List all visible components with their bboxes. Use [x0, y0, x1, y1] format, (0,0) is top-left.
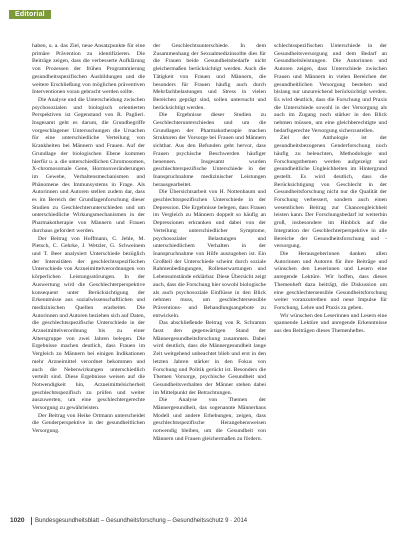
- paragraph: Die Analyse und die Unterscheidung zwischen psychosozialen und biologisch orientierten Perspektiven ist Gegenstand von R. Paglieri. Insgesamt geht es darum, die Grundbegriffe vorgeschlagener Untersuchungen die Ursachen für eine unterschiedliche Verteilung von Krankheiten bei Männern und Frauen. Auf der Grundlage der biologischen Ebene kommen hierfür u. a. die unterschiedlichen Chromosomen, X-chromosomale Gene, Hormonveränderungen im Gewebe, Verhaltensmechanismen und Phänomene des Immunsystems in Frage. Als Autorinnen und Autoren stellen zudem dar, dass es im Bereich der Grundlagenforschung dieser Studien zu Geschlechterunterschieden und um unterschiedliche Wirkungsmechanismen in der Pharmakotherapie von Männern und Frauen durchaus gefordert werden.: [32, 96, 145, 234]
- paragraph: haben, u. a. das Ziel, neue Ansatzpunkte für eine primäre Prävention zu identifizieren. Die Beiträge zeigen, dass die verbesserte Aufklärung von Prozessen der frühen Programmierung gesundheitsspezifischen Ausbildungen und die weitere Erschließung von möglichen präventiven Interventionen voran gebracht werden sollte.: [32, 43, 145, 96]
- column-2: [153, 43, 266, 505]
- paragraph: schlechtsspezifischen Unterschiede in der Gesundheitsversorgung und dem Bedarf an Gesundheitsleistungen. Die Autorinnen und Autoren zeigen, dass Unterschiede zwischen Frauen und Männern in vielen Bereichen der gesundheitlichen Versorgung bestehen und bislang nur unzureichend berücksichtigt werden. Es wird deutlich, dass die Forschung und Praxis die Unterschiede sowohl in der Versorgung als auch im Zugang noch stärker in den Blick nehmen müssen, um eine gleichberechtigte und bedarfsgerechte Versorgung sicherzustellen.: [274, 43, 387, 134]
- column-3: [274, 43, 387, 505]
- paragraph: der Geschlechtsunterschiede. In dem Zusammenhang der Sexualmedizinsollte dies für die Frauen beide Gesundheitsbedarfe nicht gleichermaßen berücksichtigt werden. Auch die Tätigkeit von Frauen und Männern, die besonders für Frauen häufig auch durch Mehrfachbelastungen und Stress in vielen Bereichen geprägt sind, sollen untersucht und berücksichtigt werden.: [153, 43, 266, 111]
- paragraph: Die Analyse von Themen der Männergesundheit, das sogenannte Männerhaus Modell und andere Erhebungen, zeigen, dass geschlechtsspezifische Herangehensweisen notwendig bleiben, um die Gesundheit von Männern und Frauen gleichermaßen zu fördern.: [153, 397, 266, 442]
- paragraph: Die Übersichtsarbeit von H. Nottenbaum und geschlechtsspezifischen Unterschiede in der Depression. Die Ergebnisse belegen, dass Frauen im Vergleich zu Männern doppelt so häufig an Depressionen erkranken und dabei von der Verteilung unterschiedlicher Symptome, psychosozialer Belastungen und unterschiedlichem Verhalten in der Inanspruchnahme von Hilfe auszugehen ist. Ein Großteil der Unterschiede scheint durch soziale Rahmenbedingungen, Rollenerwartungen und Lebensumstände erklärbar. Diese Übersicht zeigt auch, dass die Forschung hier sowohl biologische als auch psychosoziale Einflüsse in den Blick nehmen muss, um geschlechtersensible Präventions- und Behandlungsangebote zu entwickeln.: [153, 189, 266, 319]
- footer-divider: [31, 517, 32, 525]
- paragraph: Das abschließende Beitrag von R. Schramm fasst den gegenwärtigen Stand der Männergesundheitsforschung zusammen. Dabei wird deutlich, dass die Männergesundheit lange Zeit weitgehend unbeachtet blieb und erst in den letzten Jahren stärker in den Fokus von Forschung und Politik gerückt ist. Besonders die Themen Vorsorge, psychische Gesundheit und Gesundheitsverhalten der Männer stehen dabei im Mittelpunkt der Betrachtungen.: [153, 320, 266, 396]
- paragraph: Die Herausgeberinnen danken allen Autorinnen und Autoren für ihre Beiträge und wünschen den Leserinnen und Lesern eine anregende Lektüre. Wir hoffen, dass dieses Themenheft dazu beiträgt, die Diskussion um eine geschlechtersensible Gesundheitsforschung weiter voranzutreiben und neue Impulse für Forschung, Lehre und Praxis zu geben.: [274, 250, 387, 311]
- paragraph: Ziel der Anthologie ist der gesundheitsbezogenen Genderforschung noch häufig zu beleuchten, Methodologie und Forschungsthemen werden aufgezeigt und gesundheitliche Ungleichheiten im Hintergrund gestellt. Es wird deutlich, dass die Berücksichtigung von Geschlecht in der Gesundheitsforschung nicht nur die Qualität der Forschung verbessert, sondern auch einen wesentlichen Beitrag zur Chancengleichheit leisten kann. Der Forschungsbedarf ist weiterhin groß, insbesondere im Hinblick auf die Integration der Geschlechterperspektive in alle Bereiche der Gesundheitsforschung und -versorgung.: [274, 135, 387, 250]
- page-number: 1020: [10, 517, 25, 524]
- running-title: Bundesgesundheitsblatt – Gesundheitsforschung – Gesundheitsschutz 9 · 2014: [35, 517, 248, 524]
- page-footer: [0, 517, 413, 529]
- paragraph: Der Beitrag von Heike Ortmann unterscheidet die Genderperspektive in der gesundheitlichen Versorgung.: [32, 412, 145, 435]
- paragraph: Der Beitrag von Hoffmann, C. Jehle, M. Pietsch, C. Gehrke, J. Wetzler, G. Schweinem und T. Beer analysiert Unterschiede bezüglich der Intensitäten der geschlechtsspezifischen Unterschiede von Arzneimittelverordnungen von körperlichen Leistungsstörungen. In der Auswertung wird die Geschlechterperspektive konsequent unter Berücksichtigung der Erkenntnisse aus sozialwissenschaftlichen und medizinischen Quellen erarbeitet. Die Autorinnen und Autoren beziehen sich auf Daten, die geschlechtsspezifische Unterschiede in der Arzneimittelverordnung bis zu einer Altersgruppe von zwei Jahren belegen. Die Ergebnisse machen deutlich, dass Frauen im Vergleich zu Männern bei einigen Indikationen mehr Arzneimittel verordnet bekommen und auch die Nebenwirkungen unterschiedlich verteilt sind. Diese Ergebnisse weisen auf die Notwendigkeit hin, Arzneimittelsicherheit geschlechtsspezifisch zu prüfen und weiter auszuwerten, um eine geschlechtergerechte Versorgung zu gewährleisten.: [32, 235, 145, 412]
- section-tag: Editorial: [9, 10, 51, 19]
- article-body: [32, 43, 388, 505]
- paragraph: Wir wünschen den Leserinnen und Lesern eine spannende Lektüre und anregende Erkenntnisse aus den Beiträgen dieses Themenheftes.: [274, 312, 387, 335]
- column-1: [32, 43, 145, 505]
- page-header: [0, 0, 413, 22]
- paragraph: Die Ergebnisse dieser Studien zu Geschlechterunterschieden und um die Grundlagen der Pharmakotherapie machen Strukturen der Vorsorge bei Frauen und Männern sichtbar. Aus den Befunden geht hervor, dass Frauen psychische Beschwerden häufiger benennen. Insgesamt wurden geschlechterspezifische Unterschiede in der Inanspruchnahme medizinischer Leistungen herausgearbeitet.: [153, 112, 266, 188]
